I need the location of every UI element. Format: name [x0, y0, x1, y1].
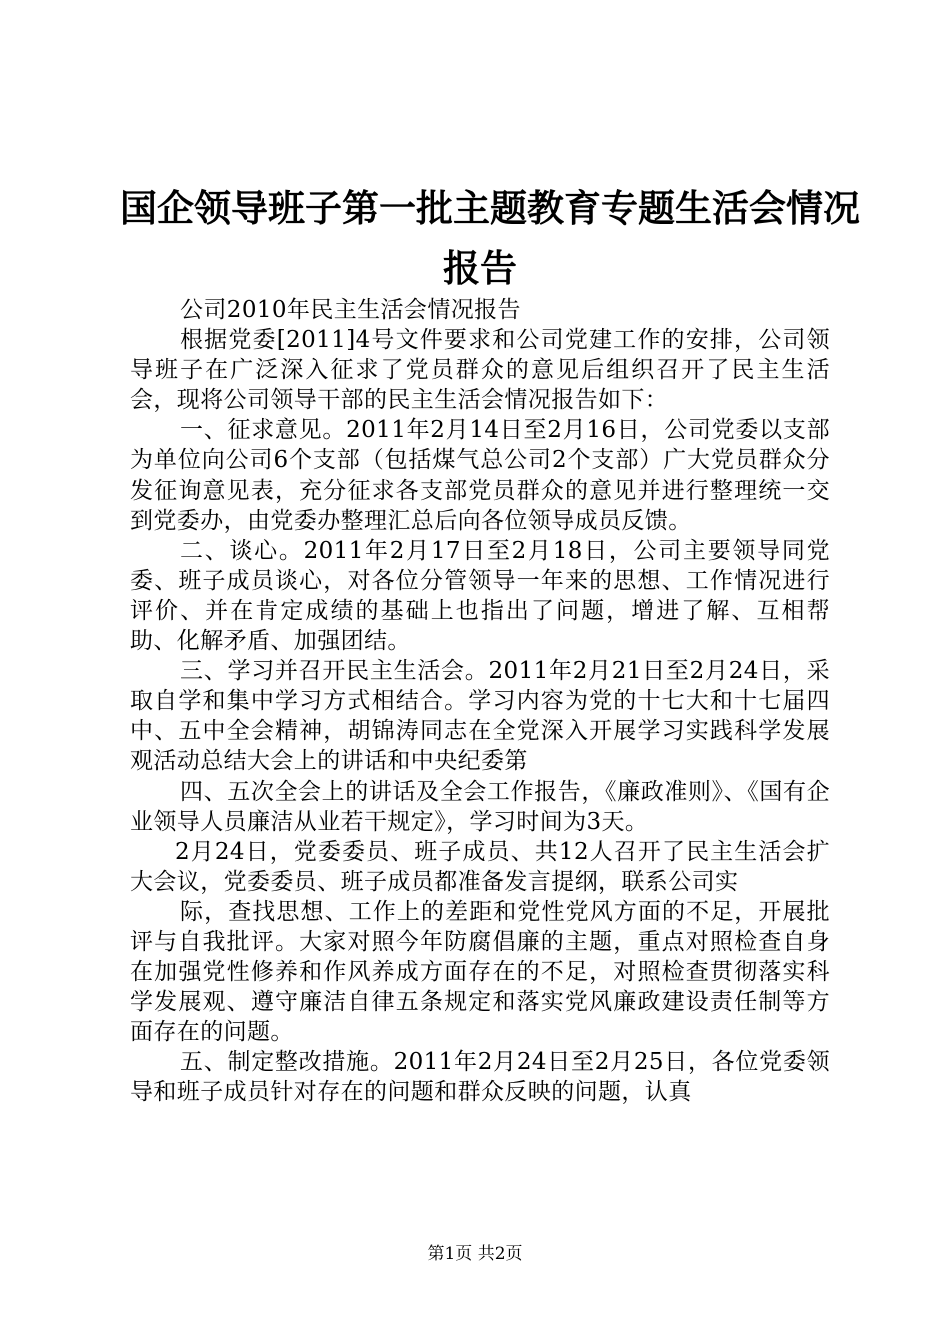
- body-paragraph: 五、制定整改措施。2011年2月24日至2月25日，各位党委领导和班子成员针对存在的问题和群众反映的问题，认真: [130, 1049, 830, 1106]
- document-body: [130, 295, 830, 1108]
- document-title-line-2: 报告: [443, 246, 517, 290]
- body-paragraph: 根据党委[2011]4号文件要求和公司党建工作的安排，公司领导班子在广泛深入征求了党员群众的意见后组织召开了民主生活会，现将公司领导干部的民主生活会情况报告如下：: [130, 327, 830, 414]
- body-paragraph: 际，查找思想、工作上的差距和党性党风方面的不足，开展批评与自我批评。大家对照今年防腐倡廉的主题，重点对照检查自身在加强党性修养和作风养成方面存在的不足，对照检查贯彻落实科学发展观、遵守廉洁自律五条规定和落实党风廉政建设责任制等方面存在的问题。: [130, 898, 830, 1046]
- page-number-footer: 第1页 共2页: [427, 1244, 523, 1264]
- body-paragraph: 三、学习并召开民主生活会。2011年2月21日至2月24日，采取自学和集中学习方式相结合。学习内容为党的十七大和十七届四中、五中全会精神，胡锦涛同志在全党深入开展学习实践科学发展观活动总结大会上的讲话和中央纪委第: [130, 658, 830, 775]
- report-subtitle: 公司2010年民主生活会情况报告: [180, 297, 521, 323]
- body-paragraph: 二、谈心。2011年2月17日至2月18日，公司主要领导同党委、班子成员谈心，对各位分管领导一年来的思想、工作情况进行评价、并在肯定成绩的基础上也指出了问题，增进了解、互相帮助、化解矛盾、加强团结。: [130, 537, 830, 655]
- body-paragraph: 四、五次全会上的讲话及全会工作报告，《廉政准则》、《国有企业领导人员廉洁从业若干规定》，学习时间为3天。: [130, 778, 830, 835]
- document-title-line-1: 国企领导班子第一批主题教育专题生活会情况: [120, 186, 860, 230]
- body-paragraph: 一、征求意见。2011年2月14日至2月16日，公司党委以支部为单位向公司6个支部（包括煤气总公司2个支部）广大党员群众分发征询意见表，充分征求各支部党员群众的意见并进行整理统一交到党委办，由党委办整理汇总后向各位领导成员反馈。: [130, 417, 830, 534]
- body-paragraph: 2月24日，党委委员、班子成员、共12人召开了民主生活会扩大会议，党委委员、班子成员都准备发言提纲，联系公司实: [130, 838, 830, 895]
